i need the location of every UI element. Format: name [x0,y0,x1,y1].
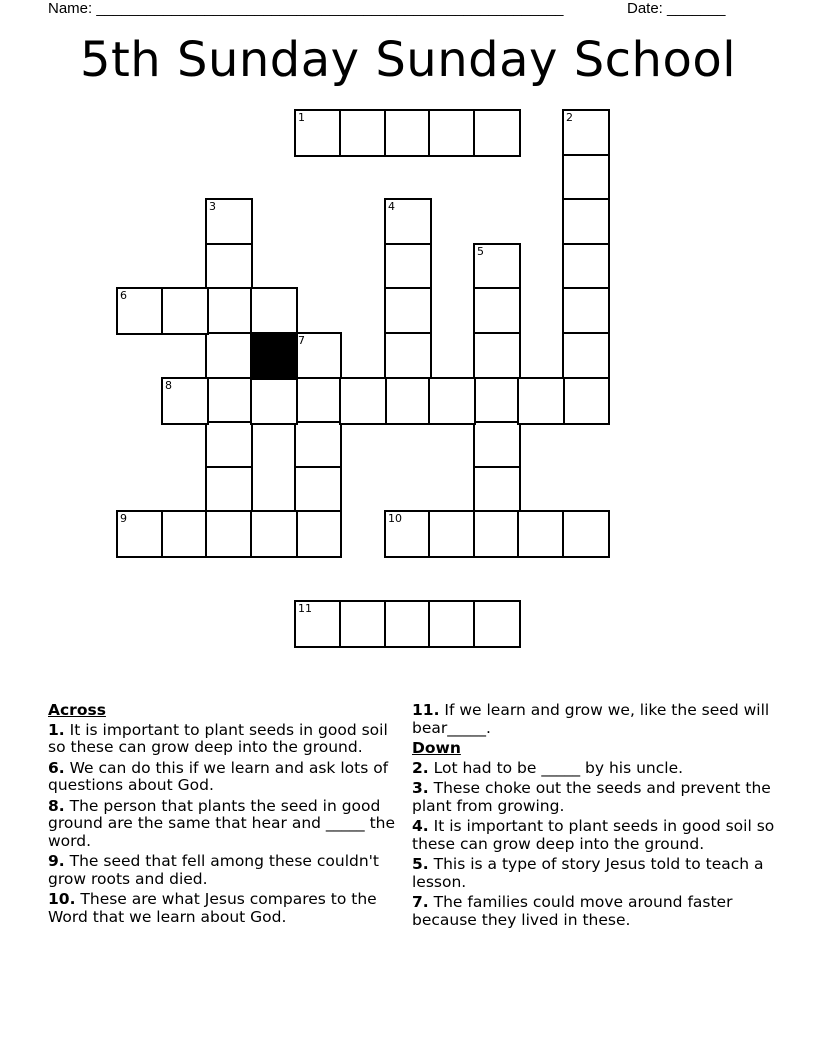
clue-text: This is a type of story Jesus told to teach a lesson. [412,855,764,891]
grid-cell[interactable] [562,243,610,291]
grid-cell[interactable] [562,332,610,380]
grid-cell[interactable] [339,600,387,648]
name-field[interactable]: Name: ________________________________________________________ [48,0,564,17]
clue-down-4 [412,818,782,853]
grid-cell[interactable] [428,109,476,157]
grid-cell[interactable] [205,421,253,469]
clue-text: It is important to plant seeds in good soil so these can grow deep into the ground. [48,720,388,756]
grid-cell[interactable] [428,510,476,558]
grid-cell[interactable] [161,377,209,425]
grid-cell[interactable] [250,377,298,425]
clue-text: We can do this if we learn and ask lots of questions about God. [48,758,389,794]
grid-cell[interactable] [294,332,342,380]
grid-cell[interactable] [116,287,164,335]
grid-cell[interactable] [384,287,432,335]
grid-cell[interactable] [473,377,521,425]
grid-cell[interactable] [339,109,387,157]
grid-cell[interactable] [294,466,342,514]
clue-text: These are what Jesus compares to the Word that we learn about God. [48,890,377,926]
grid-cell[interactable] [562,154,610,202]
grid-cell[interactable] [161,287,209,335]
grid-cell[interactable] [205,510,253,558]
grid-cell[interactable] [473,600,521,648]
grid-cell[interactable] [428,377,476,425]
grid-cell[interactable] [473,243,521,291]
grid-cell[interactable] [294,377,342,425]
clue-number: 3. [412,779,429,797]
clue-across-11 [412,702,782,737]
clue-text: The families could move around faster because they lived in these. [412,893,733,929]
grid-cell[interactable] [517,377,565,425]
clue-down-3 [412,780,782,815]
clue-text: These choke out the seeds and prevent the plant from growing. [412,779,771,815]
cell-number: 9 [120,512,127,525]
grid-cell[interactable] [562,287,610,335]
clue-across-1 [48,722,408,757]
grid-cell[interactable] [517,510,565,558]
grid-cell[interactable] [384,332,432,380]
grid-cell[interactable] [384,510,432,558]
clue-text: The person that plants the seed in good ground are the same that hear and _____ the word. [48,796,396,850]
clue-text: Lot had to be _____ by his uncle. [433,758,684,777]
clue-number: 10. [48,890,76,908]
cell-number: 10 [388,512,402,525]
clue-number: 9. [48,852,65,870]
clue-down-5 [412,856,782,891]
cell-number: 8 [165,379,172,392]
grid-cell[interactable] [339,377,387,425]
black-cell [250,332,298,380]
clue-text: The seed that fell among these couldn't grow roots and died. [48,852,380,888]
grid-cell[interactable] [384,198,432,246]
clue-number: 7. [412,893,429,911]
grid-cell[interactable] [562,377,610,425]
clue-down-2 [412,760,782,778]
grid-cell[interactable] [473,421,521,469]
grid-cell[interactable] [384,109,432,157]
clue-number: 4. [412,817,429,835]
cell-number: 7 [298,334,305,347]
clue-number: 2. [412,758,429,777]
grid-cell[interactable] [562,198,610,246]
clue-across-6 [48,760,408,795]
page-title: 5th Sunday Sunday School [79,32,737,88]
grid-cell[interactable] [294,510,342,558]
cell-number: 6 [120,289,127,302]
down-heading: Down [412,739,461,757]
grid-cell[interactable] [473,332,521,380]
grid-cell[interactable] [428,600,476,648]
grid-cell[interactable] [473,287,521,335]
across-heading: Across [48,701,106,719]
cell-number: 2 [566,111,573,124]
cell-number: 4 [388,200,395,213]
grid-cell[interactable] [473,510,521,558]
clue-across-9 [48,853,408,888]
grid-cell[interactable] [205,377,253,425]
grid-cell[interactable] [384,243,432,291]
grid-cell[interactable] [562,109,610,157]
grid-cell[interactable] [384,600,432,648]
cell-number: 11 [298,602,312,615]
date-field[interactable]: Date: _______ [627,0,726,17]
grid-cell[interactable] [205,243,253,291]
grid-cell[interactable] [473,109,521,157]
grid-cell[interactable] [294,421,342,469]
clue-number: 1. [48,720,65,739]
clues-right-column [412,702,782,932]
clue-text: If we learn and grow we, like the seed will bear_____. [412,701,770,737]
clue-down-7 [412,894,782,929]
grid-cell[interactable] [250,510,298,558]
cell-number: 1 [298,111,305,124]
grid-cell[interactable] [205,287,253,335]
clue-across-10 [48,891,408,926]
clue-across-8 [48,798,408,851]
grid-cell[interactable] [473,466,521,514]
grid-cell[interactable] [384,377,432,425]
cell-number: 3 [209,200,216,213]
clue-text: It is important to plant seeds in good soil so these can grow deep into the ground. [412,817,775,853]
cell-number: 5 [477,245,484,258]
grid-cell[interactable] [250,287,298,335]
grid-cell[interactable] [205,466,253,514]
grid-cell[interactable] [205,198,253,246]
clue-number: 5. [412,855,429,873]
grid-cell[interactable] [205,332,253,380]
grid-cell[interactable] [294,109,342,157]
grid-cell[interactable] [116,510,164,558]
clue-number: 11. [412,701,440,719]
clue-number: 8. [48,796,65,815]
grid-cell[interactable] [294,600,342,648]
grid-cell[interactable] [562,510,610,558]
clues-left-column [48,702,408,929]
grid-cell[interactable] [161,510,209,558]
clue-number: 6. [48,758,65,777]
